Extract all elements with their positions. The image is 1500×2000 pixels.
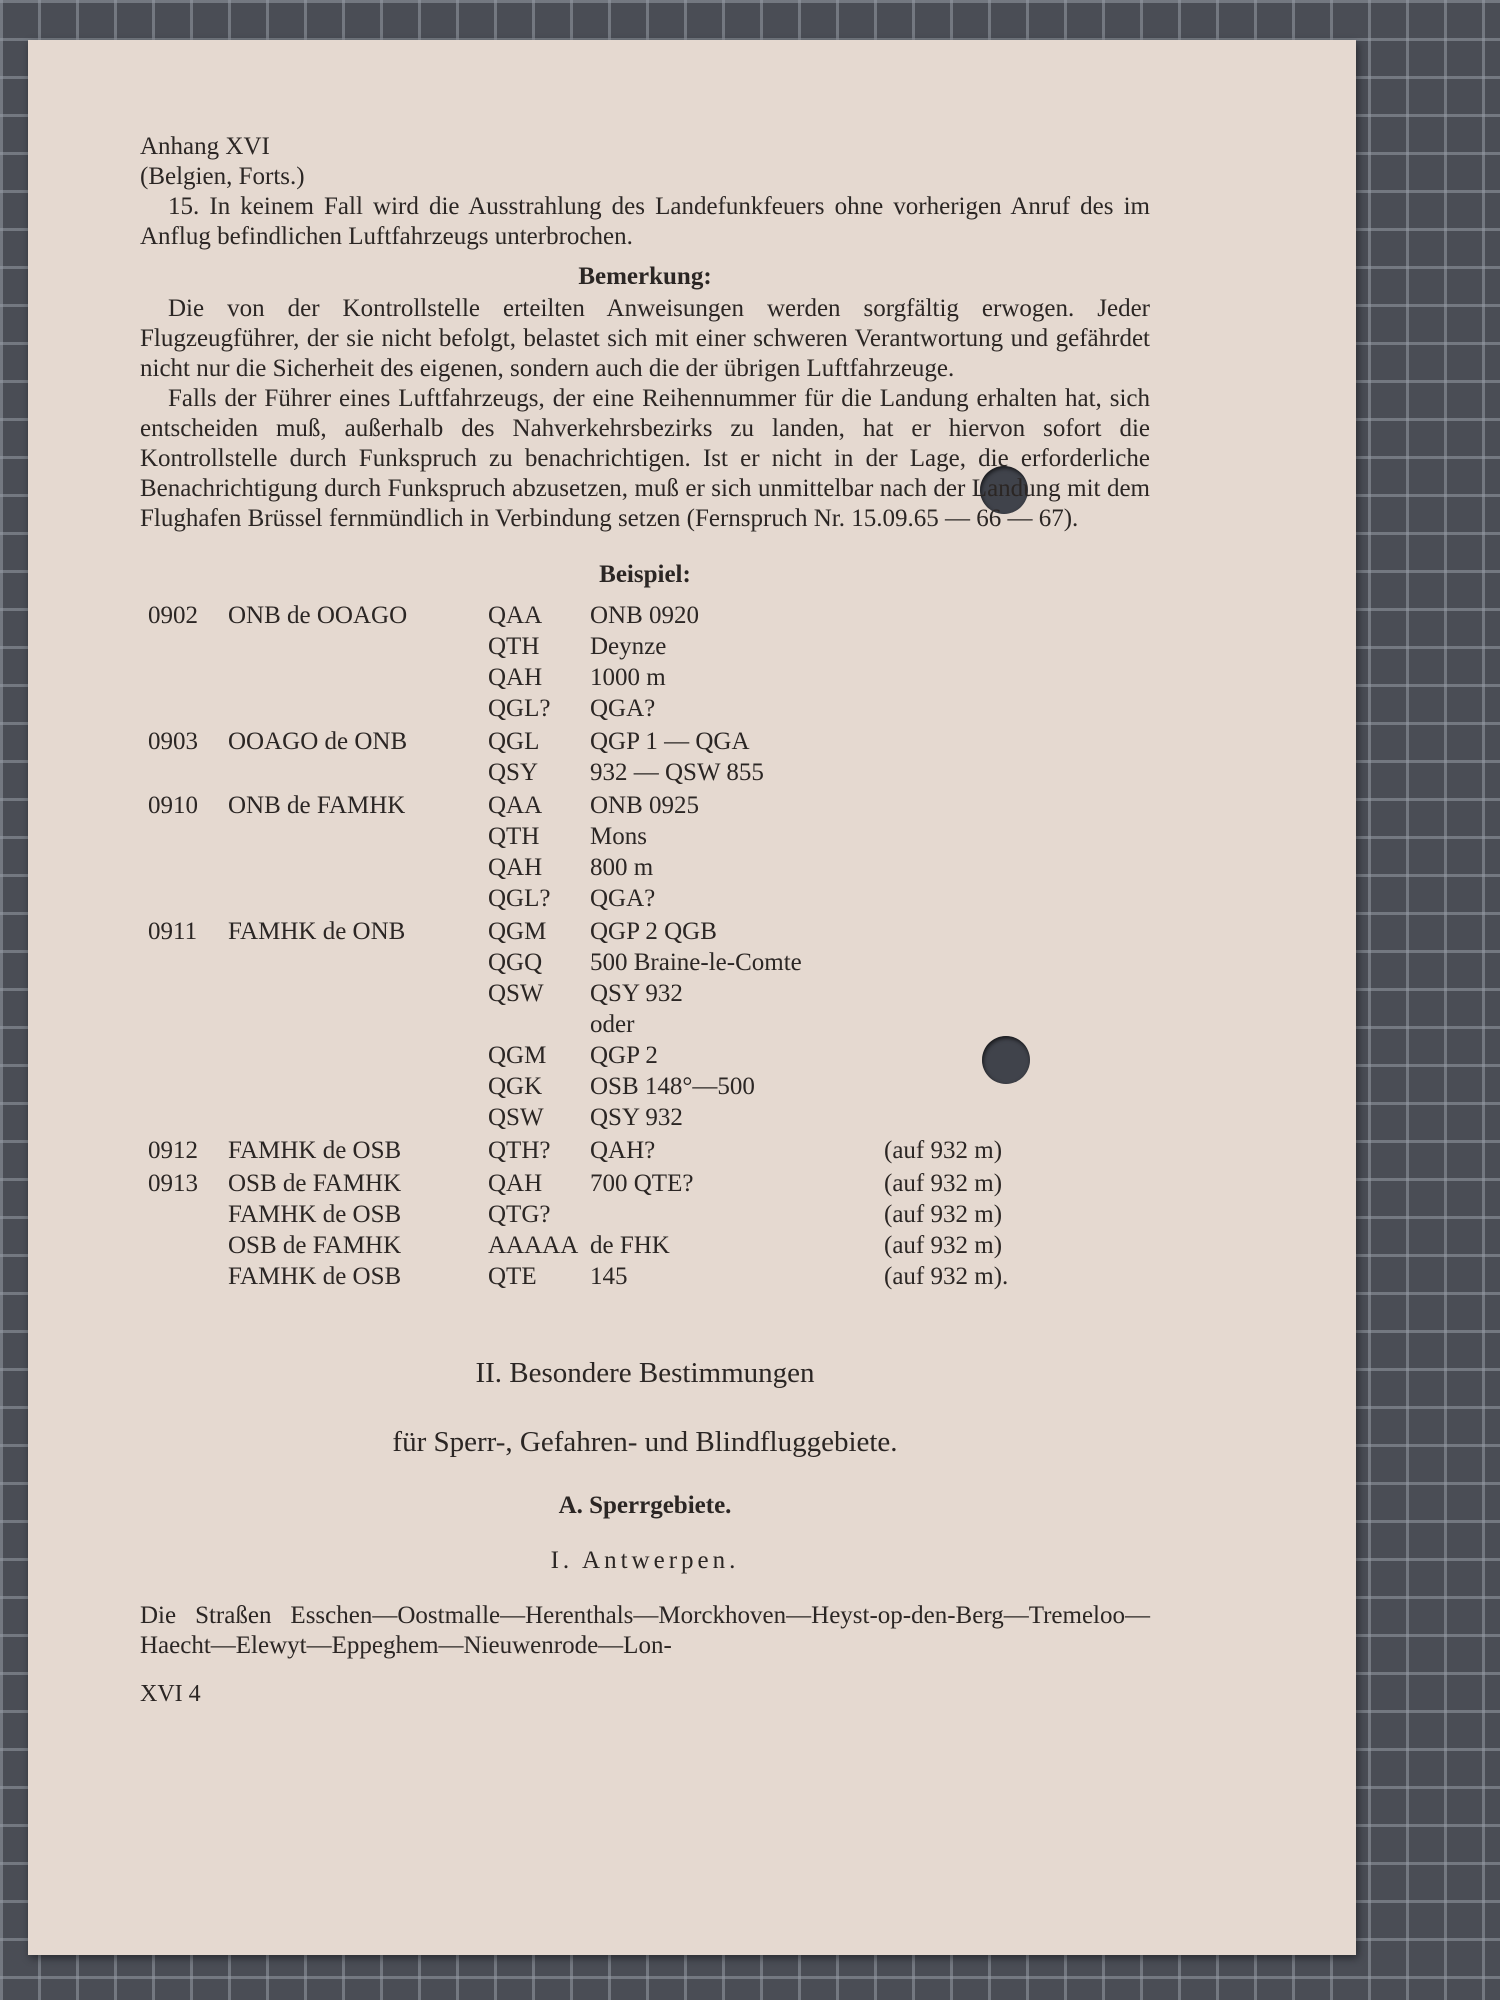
example-cell-note (884, 1102, 1054, 1133)
example-cell-code: QTH (488, 633, 540, 660)
example-cell-time (148, 662, 228, 693)
example-cell-station: OSB de FAMHK (228, 1232, 402, 1259)
appendix-sublabel: (Belgien, Forts.) (140, 163, 305, 190)
closing-paragraph: Die Straßen Esschen—Oostmalle—Herenthals—Morckhoven—Heyst-op-den-Berg—Tremeloo—Haecht—Elewyt—Eppeghem—Nieuwenrode—Lon- (140, 1602, 1150, 1659)
example-cell-code: QTE (488, 1263, 537, 1290)
example-cell-value: oder (590, 1011, 635, 1038)
example-cell-note (884, 600, 1054, 631)
example-entry (148, 600, 1150, 724)
example-cell-value: ONB 0920 (590, 602, 700, 629)
example-cell-station (228, 978, 488, 1009)
example-cell-station (228, 757, 488, 788)
example-entry (148, 1168, 1150, 1292)
example-cell-note (884, 916, 1054, 947)
example-entry (148, 790, 1150, 914)
example-cell-value: Mons (590, 823, 647, 850)
example-cell-station (228, 947, 488, 978)
example-cell-note: (auf 932 m) (884, 1201, 1003, 1228)
example-cell-station (228, 821, 488, 852)
example-cell-time: 0903 (148, 728, 198, 755)
example-cell-note (884, 852, 1054, 883)
example-cell-station: FAMHK de OSB (228, 1263, 402, 1290)
example-cell-station: OSB de FAMHK (228, 1170, 402, 1197)
example-cell-station (228, 693, 488, 724)
example-cell-code: QAH (488, 664, 543, 691)
section-title: II. Besondere Bestimmungen (475, 1357, 815, 1389)
example-cell-value: 1000 m (590, 664, 666, 691)
example-cell-note: (auf 932 m) (884, 1137, 1003, 1164)
remark-paragraph-1: Die von der Kontrollstelle erteilten Anweisungen werden sorgfältig erwogen. Jeder Flugzeugführer, der sie nicht befolgt, belastet sich mit einer schweren Verantwortung und gefährdet nicht nur die Sicherheit des eigenen, sondern auch die der übrigen Luftfahrzeuge. (140, 295, 1150, 382)
example-cell-code: QGL? (488, 695, 551, 722)
example-cell-time: 0912 (148, 1137, 198, 1164)
example-cell-time (148, 631, 228, 662)
example-cell-code: AAAAA (488, 1232, 579, 1259)
example-cell-value: 932 — QSW 855 (590, 759, 764, 786)
example-cell-note: (auf 932 m) (884, 1232, 1003, 1259)
example-cell-station (228, 852, 488, 883)
example-cell-time (148, 947, 228, 978)
example-cell-station: OOAGO de ONB (228, 728, 408, 755)
page-number: XVI 4 (140, 1681, 201, 1707)
example-message-table (148, 600, 1150, 1292)
remark-heading: Bemerkung: (578, 263, 712, 290)
example-cell-code: QSW (488, 1104, 544, 1131)
example-cell-note (884, 883, 1054, 914)
example-cell-time (148, 883, 228, 914)
example-cell-note (884, 790, 1054, 821)
remark-paragraph-2: Falls der Führer eines Luftfahrzeugs, der eine Reihennummer für die Landung erhalten hat, sich entscheiden muß, außerhalb des Nahverkehrsbezirks zu landen, hat er hiervon sofort die Kontrollstelle durch Funkspruch zu benachrichtigen. Ist er nicht in der Lage, die erforderliche Benachrichtigung durch Funkspruch abzusetzen, muß er sich unmittelbar nach der Landung mit dem Flughafen Brüssel fernmündlich in Verbindung setzen (Fernspruch Nr. 15.09.65 — 66 — 67). (140, 385, 1150, 532)
example-entry (148, 726, 1150, 788)
example-cell-time (148, 1199, 228, 1230)
example-cell-note (884, 693, 1054, 724)
example-cell-value: QAH? (590, 1137, 656, 1164)
example-cell-station: FAMHK de OSB (228, 1137, 402, 1164)
example-cell-note (884, 821, 1054, 852)
example-cell-time: 0902 (148, 602, 198, 629)
example-cell-note (884, 947, 1054, 978)
example-cell-station (228, 1102, 488, 1133)
example-cell-value: QGP 2 QGB (590, 918, 717, 945)
example-cell-note (884, 662, 1054, 693)
example-cell-code: QGM (488, 1042, 547, 1069)
example-cell-note (884, 757, 1054, 788)
example-cell-station (228, 1009, 488, 1040)
section-title-line-2: für Sperr-, Gefahren- und Blindfluggebiete. (392, 1426, 898, 1458)
example-cell-code: QTG? (488, 1201, 551, 1228)
example-cell-station (228, 883, 488, 914)
example-cell-note: (auf 932 m). (884, 1263, 1009, 1290)
example-cell-value: de FHK (590, 1232, 670, 1259)
example-cell-time (148, 1261, 228, 1292)
example-cell-code: QGK (488, 1073, 543, 1100)
example-cell-note (884, 726, 1054, 757)
example-cell-code: QGL? (488, 885, 551, 912)
example-cell-time: 0910 (148, 792, 198, 819)
example-cell-value: 500 Braine-le-Comte (590, 949, 802, 976)
example-cell-time (148, 1071, 228, 1102)
example-cell-value: Deynze (590, 633, 667, 660)
example-cell-time (148, 1230, 228, 1261)
example-cell-time (148, 1040, 228, 1071)
example-cell-station (228, 631, 488, 662)
example-cell-code: QGL (488, 728, 540, 755)
example-cell-code: QAH (488, 1170, 543, 1197)
example-cell-value: OSB 148°—500 (590, 1073, 755, 1100)
example-cell-value: 145 (590, 1263, 628, 1290)
example-cell-value: QGP 2 (590, 1042, 658, 1069)
example-cell-note: (auf 932 m) (884, 1170, 1003, 1197)
example-cell-note (884, 1040, 1054, 1071)
example-cell-time (148, 757, 228, 788)
example-heading: Beispiel: (599, 561, 691, 588)
example-cell-value: QSY 932 (590, 980, 683, 1007)
example-cell-time: 0913 (148, 1170, 198, 1197)
example-cell-code (488, 1009, 590, 1040)
example-cell-code: QTH (488, 823, 540, 850)
example-cell-note (884, 978, 1054, 1009)
example-cell-code: QTH? (488, 1137, 551, 1164)
example-cell-value: ONB 0925 (590, 792, 700, 819)
example-cell-time (148, 1009, 228, 1040)
example-cell-time: 0911 (148, 918, 198, 945)
example-cell-code: QAH (488, 854, 543, 881)
example-cell-code: QAA (488, 602, 543, 629)
example-cell-value: QGP 1 — QGA (590, 728, 750, 755)
example-cell-code: QAA (488, 792, 543, 819)
page-content (140, 132, 1150, 1733)
example-cell-note (884, 1009, 1054, 1040)
example-entry (148, 1135, 1150, 1166)
example-cell-code: QSW (488, 980, 544, 1007)
example-cell-station (228, 1040, 488, 1071)
example-cell-station: FAMHK de OSB (228, 1201, 402, 1228)
subsubsection-title: I. Antwerpen. (550, 1547, 740, 1574)
example-cell-value: 700 QTE? (590, 1170, 694, 1197)
example-cell-time (148, 978, 228, 1009)
example-cell-value (590, 1199, 884, 1230)
example-cell-code: QSY (488, 759, 539, 786)
example-cell-time (148, 821, 228, 852)
example-cell-station: ONB de FAMHK (228, 792, 406, 819)
example-cell-station (228, 1071, 488, 1102)
example-cell-station: FAMHK de ONB (228, 918, 406, 945)
example-entry (148, 916, 1150, 1133)
paragraph-15: 15. In keinem Fall wird die Ausstrahlung des Landefunkfeuers ohne vorherigen Anruf des im Anflug befindlichen Luftfahrzeugs unterbrochen. (140, 193, 1150, 250)
document-page (28, 40, 1356, 1955)
appendix-label: Anhang XVI (140, 133, 270, 160)
example-cell-time (148, 852, 228, 883)
example-cell-value: QSY 932 (590, 1104, 683, 1131)
example-cell-note (884, 1071, 1054, 1102)
example-cell-value: QGA? (590, 885, 656, 912)
subsection-title: A. Sperrgebiete. (558, 1492, 732, 1519)
example-cell-station: ONB de OOAGO (228, 602, 408, 629)
example-cell-code: QGQ (488, 949, 543, 976)
example-cell-station (228, 662, 488, 693)
example-cell-value: 800 m (590, 854, 654, 881)
example-cell-time (148, 1102, 228, 1133)
example-cell-time (148, 693, 228, 724)
example-cell-code: QGM (488, 918, 547, 945)
example-cell-note (884, 631, 1054, 662)
example-cell-value: QGA? (590, 695, 656, 722)
